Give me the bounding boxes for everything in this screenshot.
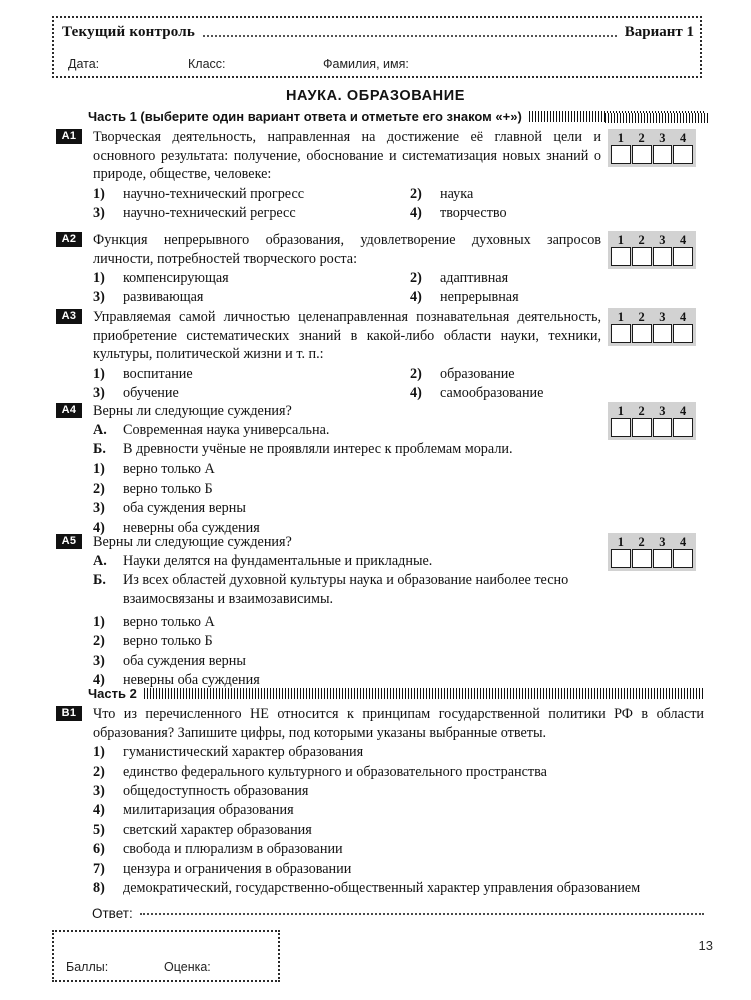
option-label: неверны оба суждения	[123, 519, 260, 536]
question-a5	[56, 533, 601, 690]
points-label[interactable]: Баллы:	[66, 960, 109, 974]
question-a1-options	[93, 185, 601, 223]
score-fields	[66, 960, 211, 974]
question-a2	[56, 231, 601, 307]
option[interactable]	[93, 384, 410, 403]
answer-cell[interactable]	[653, 324, 673, 343]
option-number: 4)	[93, 519, 105, 536]
answer-number: 3	[659, 535, 666, 549]
answer-grid-cells	[611, 549, 693, 568]
statement-key: А.	[93, 421, 107, 438]
question-a4-options	[93, 460, 616, 538]
option-number: 1)	[93, 461, 105, 478]
question-a2-stem: Функция непрерывного образования, удовлетворение духовных запросов личности, потребностей творческого роста:	[93, 232, 601, 267]
question-a1	[56, 128, 601, 223]
statement	[93, 440, 616, 459]
option-number: 2)	[410, 185, 422, 202]
option-label: научно-технический регресс	[123, 204, 296, 221]
question-a5-options	[93, 613, 601, 691]
answer-grid-cells	[611, 247, 693, 266]
option-number: 4)	[93, 802, 105, 819]
question-a3-badge: A3	[56, 309, 82, 324]
answer-number: 4	[680, 310, 687, 324]
option[interactable]	[93, 652, 601, 671]
option-label: компенсирующая	[123, 270, 229, 287]
option-label: оба суждения верны	[123, 500, 246, 517]
option-label: гуманистический характер образования	[123, 744, 364, 761]
statement-key: Б.	[93, 441, 106, 457]
answer-number: 1	[617, 310, 624, 324]
option-number: 2)	[93, 633, 105, 650]
option[interactable]	[93, 879, 704, 898]
answer-number: 2	[638, 310, 645, 324]
answer-label: Ответ:	[92, 906, 133, 921]
header-fields-row	[68, 54, 563, 74]
question-a5-stem: Верны ли следующие суждения?	[93, 534, 292, 550]
option-label: верно только А	[123, 461, 215, 478]
option-number: 1)	[93, 270, 105, 287]
option[interactable]	[93, 632, 601, 651]
option[interactable]	[410, 185, 601, 204]
option-number: 4)	[93, 672, 105, 689]
option[interactable]	[93, 185, 410, 204]
answer-grid-a5[interactable]	[608, 533, 696, 571]
answer-cell[interactable]	[632, 324, 652, 343]
answer-grid-numbers	[611, 535, 693, 549]
statement	[93, 552, 601, 571]
option[interactable]	[93, 801, 704, 820]
statement-text: Из всех областей духовной культуры наука и образование наиболее тесно взаимосвязаны и взаимозависимы.	[123, 572, 569, 608]
option-number: 3)	[93, 500, 105, 517]
variant-label: Вариант 1	[624, 23, 694, 40]
answer-grid-cells	[611, 324, 693, 343]
answer-number: 1	[617, 131, 624, 145]
option-label: неверны оба суждения	[123, 672, 260, 689]
option-number: 7)	[93, 860, 105, 877]
option-number: 2)	[93, 480, 105, 497]
option[interactable]	[410, 269, 601, 288]
answer-number: 4	[680, 131, 687, 145]
option-label: наука	[440, 185, 474, 202]
option-label: научно-технический прогресс	[123, 185, 305, 202]
answer-number: 2	[638, 404, 645, 418]
answer-cell[interactable]	[673, 324, 693, 343]
part1-label: Часть 1 (выберите один вариант ответа и отметьте его знаком «+»)	[88, 109, 522, 124]
option[interactable]	[93, 204, 410, 223]
answer-number: 1	[617, 233, 624, 247]
option-number: 4)	[410, 289, 422, 306]
option-label: верно только Б	[123, 480, 213, 497]
statement-key: А.	[93, 552, 107, 569]
option-label: светский характер образования	[123, 821, 312, 838]
answer-cell[interactable]	[611, 324, 631, 343]
option[interactable]	[410, 365, 601, 384]
option[interactable]	[93, 480, 616, 499]
statement-text: В древности учёные не проявляли интерес к проблемам морали.	[123, 441, 513, 457]
part2-label: Часть 2	[88, 686, 137, 701]
answer-grid-numbers	[611, 131, 693, 145]
question-b1-options	[93, 743, 704, 898]
option-label: творчество	[440, 204, 507, 221]
option-label: цензура и ограничения в образовании	[123, 860, 352, 877]
answer-grid-numbers	[611, 310, 693, 324]
question-a2-options	[93, 269, 601, 307]
option-label: непрерывная	[440, 289, 519, 306]
answer-grid-cells	[611, 145, 693, 164]
question-a1-stem: Творческая деятельность, направленная на достижение её главной цели и основного результата: получение, обоснование и систематизация новых знаний о природе, обществе, человеке:	[93, 129, 601, 183]
answer-cell[interactable]	[653, 247, 673, 266]
answer-grid-a4[interactable]	[608, 402, 696, 440]
part2-hatch-rule	[144, 688, 704, 699]
answer-number: 4	[680, 535, 687, 549]
grade-label[interactable]: Оценка:	[164, 960, 211, 974]
answer-cell[interactable]	[673, 549, 693, 568]
option-label: общедоступность образования	[123, 783, 309, 799]
answer-cell[interactable]	[632, 418, 652, 437]
option-number: 3)	[93, 652, 105, 669]
option[interactable]	[93, 763, 704, 782]
question-a2-badge: A2	[56, 232, 82, 247]
option-number: 3)	[93, 289, 105, 306]
option-number: 2)	[93, 763, 105, 780]
page-title: НАУКА. ОБРАЗОВАНИЕ	[285, 88, 466, 104]
answer-cell[interactable]	[673, 418, 693, 437]
option-label: адаптивная	[440, 270, 509, 287]
option-label: развивающая	[123, 289, 204, 306]
option[interactable]	[93, 782, 704, 801]
option-label: верно только А	[123, 613, 215, 630]
answer-number: 3	[659, 404, 666, 418]
answer-cell[interactable]	[632, 145, 652, 164]
option-label: демократический, государственно-общественный характер управления образованием	[123, 880, 641, 897]
answer-cell[interactable]	[653, 418, 673, 437]
answer-dot-leader[interactable]	[140, 913, 704, 915]
option-number: 2)	[410, 365, 422, 382]
answer-number: 2	[638, 131, 645, 145]
answer-grid-a1-hatch	[605, 113, 710, 123]
answer-grid-numbers	[611, 404, 693, 418]
option-number: 3)	[93, 204, 105, 221]
option-number: 1)	[93, 185, 105, 202]
answer-cell[interactable]	[653, 145, 673, 164]
answer-cell[interactable]	[611, 549, 631, 568]
option-number: 4)	[410, 384, 422, 401]
option-number: 1)	[93, 365, 105, 382]
score-box	[52, 930, 280, 982]
option-number: 3)	[93, 384, 105, 401]
option-label: свобода и плюрализм в образовании	[123, 841, 343, 858]
question-a5-badge: A5	[56, 534, 82, 549]
option-number: 6)	[93, 841, 105, 858]
option-label: оба суждения верны	[123, 652, 246, 669]
answer-cell[interactable]	[653, 549, 673, 568]
answer-number: 1	[617, 404, 624, 418]
question-a3	[56, 308, 601, 403]
answer-grid-a1[interactable]	[608, 129, 696, 167]
answer-number: 2	[638, 535, 645, 549]
option[interactable]	[93, 365, 410, 384]
answer-cell[interactable]	[673, 145, 693, 164]
option-label: обучение	[123, 384, 179, 401]
question-a4-badge: A4	[56, 403, 82, 418]
answer-grid-a3[interactable]	[608, 308, 696, 346]
answer-number: 4	[680, 233, 687, 247]
question-a4-statements	[93, 421, 616, 460]
part2-heading	[88, 686, 704, 701]
question-a3-options	[93, 365, 601, 403]
answer-number: 4	[680, 404, 687, 418]
option-label: образование	[440, 365, 515, 382]
statement-text: Науки делятся на фундаментальные и прикладные.	[123, 552, 433, 569]
page-number: 13	[698, 938, 713, 953]
header-title-row	[62, 20, 694, 44]
answer-grid-numbers	[611, 233, 693, 247]
option[interactable]	[93, 821, 704, 840]
option-number: 4)	[410, 204, 422, 221]
answer-number: 3	[659, 131, 666, 145]
answer-cell[interactable]	[673, 247, 693, 266]
answer-cell[interactable]	[632, 549, 652, 568]
question-a4-stem: Верны ли следующие суждения?	[93, 403, 292, 419]
answer-number: 3	[659, 233, 666, 247]
option-label: самообразование	[440, 384, 544, 401]
option-number: 2)	[410, 270, 422, 287]
control-type-title: Текущий контроль	[62, 23, 196, 40]
option-label: милитаризация образования	[123, 802, 294, 819]
option[interactable]	[93, 613, 601, 632]
question-b1	[56, 705, 704, 898]
answer-grid-cells	[611, 418, 693, 437]
option-label: единство федерального культурного и образовательного пространства	[123, 763, 547, 780]
header-dot-leader	[203, 35, 617, 37]
question-a1-badge: A1	[56, 129, 82, 144]
student-name-field-label[interactable]: Фамилия, имя:	[323, 57, 409, 71]
option[interactable]	[93, 743, 704, 762]
answer-grid-a2[interactable]	[608, 231, 696, 269]
option-number: 1)	[93, 744, 105, 761]
statement	[93, 421, 616, 440]
option[interactable]	[93, 288, 410, 307]
answer-number: 3	[659, 310, 666, 324]
option[interactable]	[93, 269, 410, 288]
answer-number: 2	[638, 233, 645, 247]
question-b1-badge: B1	[56, 706, 82, 721]
answer-cell[interactable]	[611, 418, 631, 437]
class-field-label[interactable]: Класс:	[188, 57, 226, 71]
answer-cell[interactable]	[611, 247, 631, 266]
answer-number: 1	[617, 535, 624, 549]
option[interactable]	[410, 204, 601, 223]
option-number: 8)	[93, 880, 105, 897]
option[interactable]	[93, 840, 704, 859]
option[interactable]	[93, 499, 616, 518]
option-number: 1)	[93, 613, 105, 630]
question-a3-stem: Управляемая самой личностью целенаправленная познавательная деятельность, приобретение систематических знаний в какой-либо области науки, техники, культуры, политической жизни и т. п.:	[93, 309, 601, 363]
option-label: верно только Б	[123, 633, 213, 650]
statement-text: Современная наука универсальна.	[123, 421, 330, 438]
option-label: воспитание	[123, 365, 193, 382]
answer-input-row[interactable]	[92, 906, 704, 921]
date-field-label[interactable]: Дата:	[68, 57, 100, 71]
question-a5-statements	[93, 552, 601, 610]
student-info-header	[52, 16, 702, 78]
option[interactable]	[93, 860, 704, 879]
statement-key: Б.	[93, 572, 106, 588]
option-number: 3)	[93, 783, 105, 799]
option-number: 5)	[93, 821, 105, 838]
answer-cell[interactable]	[632, 247, 652, 266]
option[interactable]	[93, 460, 616, 479]
option[interactable]	[410, 384, 601, 403]
question-b1-stem: Что из перечисленного НЕ относится к принципам государственной политики РФ в области образования? Запишите цифры, под которыми указаны выбранные ответы.	[93, 706, 704, 741]
answer-cell[interactable]	[611, 145, 631, 164]
option[interactable]	[410, 288, 601, 307]
question-a4	[56, 402, 616, 538]
statement	[93, 571, 601, 610]
